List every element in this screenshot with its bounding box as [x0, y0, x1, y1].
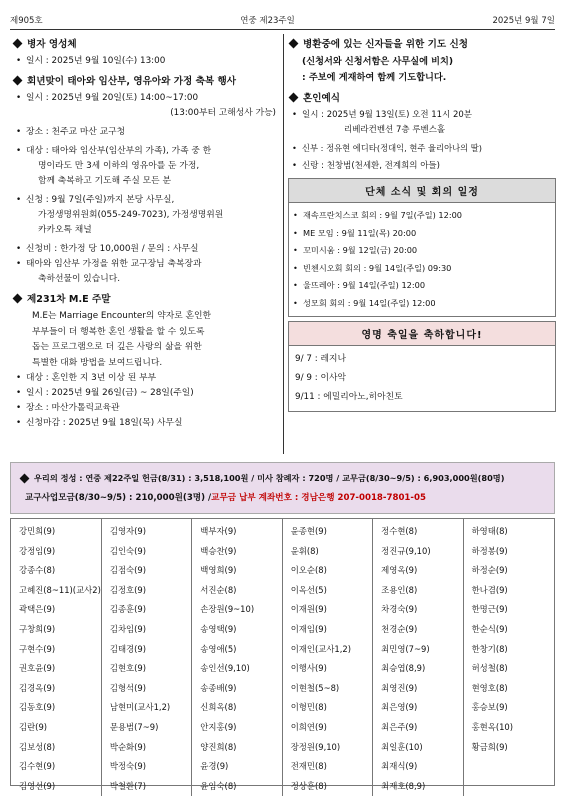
- names-column: [283, 519, 373, 796]
- liturgical-week: 연중 제23주일: [240, 16, 295, 26]
- donor-name: 송인선(9,10): [200, 663, 250, 674]
- donor-name: 최영진(9): [381, 682, 418, 693]
- donor-name: 김영자(9): [109, 526, 146, 536]
- list-item: • 성모회 회의 : 9월 14일(주일) 12:00: [289, 295, 555, 313]
- donor-name: 김태경(9): [109, 643, 146, 654]
- blessing-apply: • 신청 : 9월 7일(주일)까지 본당 사무실,: [12, 193, 280, 208]
- donor-name: 전재민(8): [290, 761, 327, 772]
- donor-name: 김동호(9): [19, 702, 56, 713]
- list-item: • 재속프란치스코 회의 : 9월 7일(주일) 12:00: [289, 207, 555, 225]
- donor-name: 박철환(7): [109, 780, 146, 791]
- diamond-bullet-icon: [289, 38, 299, 48]
- column-divider: [283, 34, 284, 454]
- blessing-date: • 일시 : 2025년 9월 20일(토) 14:00~17:00: [12, 91, 280, 106]
- donor-name: 구현수(9): [19, 643, 56, 654]
- feast-list: [288, 346, 556, 412]
- donor-name: 서진순(8): [200, 584, 237, 595]
- donor-name: 양진희(8): [200, 741, 237, 752]
- donor-name: 허성철(8): [471, 663, 508, 674]
- donor-name: 최일훈(10): [381, 741, 423, 752]
- donor-name: 정상훈(8): [290, 780, 327, 791]
- donor-name: 김인숙(9): [109, 545, 146, 556]
- donor-name: 장정원(9,10): [290, 741, 341, 752]
- donor-name: 곽택은(9): [19, 604, 56, 615]
- list-item: • 꼬미시움 : 9월 12일(금) 20:00: [289, 242, 555, 260]
- donor-names-table: [10, 518, 555, 791]
- donor-name: 김경옥(9): [19, 682, 56, 693]
- donor-name: 최민영(7~9): [381, 643, 430, 654]
- names-column: [192, 519, 282, 796]
- donor-name: 송종배(9): [200, 682, 237, 693]
- prayer-line2: (신청서와 신청서함은 사무실에 비치): [302, 56, 454, 67]
- account-number: 교무금 납부 계좌번호 : 경남은행 207-0018-7801-05: [211, 493, 426, 503]
- donor-name: 홍승보(9): [471, 702, 508, 713]
- donor-name: 송영택(9): [200, 623, 237, 634]
- donor-name: 김점숙(9): [109, 565, 146, 576]
- donor-name: 김수현(9): [19, 761, 56, 772]
- donor-name: 남현미(교사1,2): [109, 702, 171, 713]
- donor-name: 조용인(8): [381, 584, 418, 595]
- diamond-bullet-icon: [20, 473, 30, 483]
- donor-name: 고혜진(8~11)(교사2): [19, 584, 101, 595]
- issue-number: 제905호: [10, 16, 43, 26]
- donor-name: 김현호(9): [109, 663, 146, 674]
- donor-name: 신희옥(8): [200, 702, 237, 713]
- me-deadline: • 신청마감 : 2025년 9월 18일(목) 사무실: [12, 416, 280, 431]
- donor-name: 한창기(8): [471, 643, 508, 654]
- donor-name: 제영옥(9): [381, 565, 418, 576]
- offering-box: [10, 462, 555, 514]
- donor-name: 김형석(9): [109, 682, 146, 693]
- donor-name: 김정호(9): [109, 584, 146, 595]
- donor-name: 김종훈(9): [109, 604, 146, 615]
- wedding-groom: • 신랑 : 천창범(천세환, 전계희의 아들): [288, 159, 556, 174]
- donor-name: 최재식(9): [381, 761, 418, 772]
- section-prayer: 병환중에 있는 신자들을 위한 기도 신청: [288, 36, 556, 50]
- right-column: [288, 36, 556, 412]
- donor-name: 문용범(7~9): [109, 721, 159, 732]
- me-target: • 대상 : 혼인한 지 3년 이상 된 부부: [12, 371, 280, 386]
- donor-name: 권호윤(9): [19, 663, 56, 674]
- offering-line2: 교구사업모금(8/30~9/5) : 210,000원(3명) / 교무금 납부 계좌번호 : 경남은행 207-0018-7801-05: [19, 488, 546, 508]
- donor-name: 구창희(9): [19, 623, 56, 634]
- donor-name: 윤종현(9): [290, 526, 327, 536]
- list-item: • ME 모임 : 9월 11일(목) 20:00: [289, 225, 555, 243]
- names-column: [102, 519, 192, 796]
- groups-list: [288, 203, 556, 317]
- donor-name: 윤임숙(8): [200, 780, 237, 791]
- donor-name: 하영태(8): [471, 526, 508, 536]
- names-column: [373, 519, 463, 796]
- donor-name: 최승엽(8,9): [381, 663, 426, 674]
- names-column: [464, 519, 554, 796]
- donor-name: 백부자(9): [200, 526, 237, 536]
- donor-name: 이오순(8): [290, 565, 327, 576]
- left-column: 병자 영성체 • 일시 : 2025년 9월 10일(수) 13:00 회년맞이 태아와 임산부, 영유아와 가정 축복 행사 • 일시 : 2025년 9월 20일(토) 14:00~17:00 (13:00부터 고해성사 가능) • 장소 : 천주교 마산 교구청 • 대상 : 태아와 임산부(임산부의 가족), 가족 중 한 명이라도 만 3세 이하의 영유아를 둔 가정, 함께 축복하고 기도해 주실 모든 분 • 신청 : 9월 7일(주일)까지 본당 사무실, 가정생명위원회(055-249-7023), 가정생명위원 카카오톡 채널 • 신청비 : 한가정 당 10,000원 / 문의 : 사무실 • 태아와 임산부 가정을 위한 교구장님 축복장과 축하선물이 있습니다. 제231차 M.E 주말 M.E는 Marriage Encounter의 약자로 혼인한 부부들이 더 행복한 혼인 생활을 할 수 있도록 돕는 프로그램으로 더 깊은 사랑의 삶을 위한 특별한 대화 방법을 보여드립니다. • 대상 : 혼인한 지 3년 이상 된 부부 • 일시 : 2025년 9월 26일(금) ~ 28일(주일) • 장소 : 마산가톨릭교육관 • 신청마감 : 2025년 9월 18일(목) 사무실: [12, 36, 280, 431]
- list-item: 9/ 9 : 이사악: [295, 373, 347, 383]
- donor-name: 한순식(9): [471, 623, 508, 634]
- donor-name: 하정순(9): [471, 565, 508, 576]
- bulletin-date: 2025년 9월 7일: [492, 16, 555, 26]
- section-communion: 병자 영성체: [12, 36, 280, 50]
- page-header: [10, 12, 555, 28]
- donor-name: 김차임(9): [109, 623, 146, 634]
- feast-title: 영명 축일을 축하합니다!: [288, 321, 556, 346]
- communion-date: • 일시 : 2025년 9월 10일(수) 13:00: [12, 54, 280, 69]
- donor-name: 최재호(8,9): [381, 780, 426, 791]
- blessing-place: • 장소 : 천주교 마산 교구청: [12, 125, 280, 140]
- section-wedding: 혼인예식: [288, 90, 556, 104]
- donor-name: 강종수(8): [19, 565, 56, 576]
- donor-name: 박정숙(9): [109, 761, 146, 772]
- list-item: 9/11 : 에밀리아노,히아친토: [295, 392, 403, 402]
- donor-name: 안지홍(9): [200, 721, 237, 732]
- donor-name: 천경순(9): [381, 623, 418, 634]
- donor-name: 홍현옥(10): [471, 721, 514, 732]
- section-me-weekend: 제231차 M.E 주말: [12, 291, 280, 305]
- donor-name: 하정봉(9): [471, 545, 508, 556]
- list-item: • 빈첸시오회 회의 : 9월 14일(주일) 09:30: [289, 260, 555, 278]
- blessing-date-note: (13:00부터 고해성사 가능): [170, 108, 276, 118]
- names-column: [11, 519, 102, 796]
- offering-line1: 우리의 정성 : 연중 제22주일 헌금(8/31) : 3,518,100원 / 미사 참례자 : 720명 / 교무금(8/30~9/5) : 6,903,000원(80명): [19, 468, 546, 488]
- diamond-bullet-icon: [13, 293, 23, 303]
- donor-name: 백영희(9): [200, 565, 237, 576]
- donor-name: 황금희(9): [471, 741, 508, 752]
- wedding-date: • 일시 : 2025년 9월 13일(토) 오전 11시 20분: [288, 108, 556, 123]
- list-item: 9/ 7 : 레지나: [295, 354, 347, 364]
- prayer-line3: : 주보에 게재하여 함께 기도합니다.: [302, 72, 447, 83]
- donor-name: 윤경(9): [200, 761, 229, 772]
- donor-name: 한나겸(9): [471, 584, 508, 595]
- donor-name: 최은영(9): [381, 702, 418, 713]
- donor-name: 이현철(5~8): [290, 682, 340, 693]
- donor-name: 이행사(9): [290, 663, 327, 674]
- donor-name: 한명근(9): [471, 604, 508, 615]
- me-desc: M.E는 Marriage Encounter의 약자로 혼인한: [32, 311, 211, 321]
- blessing-fee: • 신청비 : 한가정 당 10,000원 / 문의 : 사무실: [12, 242, 280, 257]
- donor-name: 이형민(8): [290, 702, 327, 713]
- donor-name: 정진규(9,10): [381, 545, 431, 556]
- header-divider: [10, 29, 555, 30]
- donor-name: 김란(9): [19, 721, 48, 732]
- donor-name: 송영애(5): [200, 643, 237, 654]
- donor-name: 강민희(9): [19, 526, 56, 536]
- me-date: • 일시 : 2025년 9월 26일(금) ~ 28일(주일): [12, 386, 280, 401]
- donor-name: 김보성(8): [19, 741, 56, 752]
- diamond-bullet-icon: [13, 38, 23, 48]
- section-blessing: 회년맞이 태아와 임산부, 영유아와 가정 축복 행사: [12, 73, 280, 87]
- donor-name: 이재원(9): [290, 604, 327, 615]
- blessing-gift: • 태아와 임산부 가정을 위한 교구장님 축복장과: [12, 257, 280, 272]
- me-place: • 장소 : 마산가톨릭교육관: [12, 401, 280, 416]
- donor-name: 강정임(9): [19, 545, 56, 556]
- donor-name: 이옥선(5): [290, 584, 327, 595]
- blessing-target: • 대상 : 태아와 임산부(임산부의 가족), 가족 중 한: [12, 144, 280, 159]
- donor-name: 현영호(8): [471, 682, 508, 693]
- donor-name: 손장원(9~10): [200, 604, 255, 615]
- donor-name: 윤휘(8): [290, 545, 319, 556]
- diamond-bullet-icon: [289, 92, 299, 102]
- donor-name: 차경숙(9): [381, 604, 418, 615]
- donor-name: 이재인(교사1,2): [290, 643, 352, 654]
- wedding-place: 리베라컨벤션 7층 루벤스홀: [344, 125, 446, 135]
- donor-name: 백승찬(9): [200, 545, 237, 556]
- donor-name: 이희연(9): [290, 721, 327, 732]
- groups-title: 단체 소식 및 회의 일정: [288, 178, 556, 203]
- diamond-bullet-icon: [13, 75, 23, 85]
- donor-name: 박순화(9): [109, 741, 146, 752]
- list-item: • 울뜨레아 : 9월 14일(주일) 12:00: [289, 277, 555, 295]
- wedding-bride: • 신부 : 정유현 에디타(정대익, 현주 율리아나의 딸): [288, 141, 556, 156]
- donor-name: 정수현(8): [381, 526, 418, 536]
- donor-name: 이재임(9): [290, 623, 327, 634]
- donor-name: 김영선(9): [19, 780, 56, 791]
- donor-name: 최은주(9): [381, 721, 418, 732]
